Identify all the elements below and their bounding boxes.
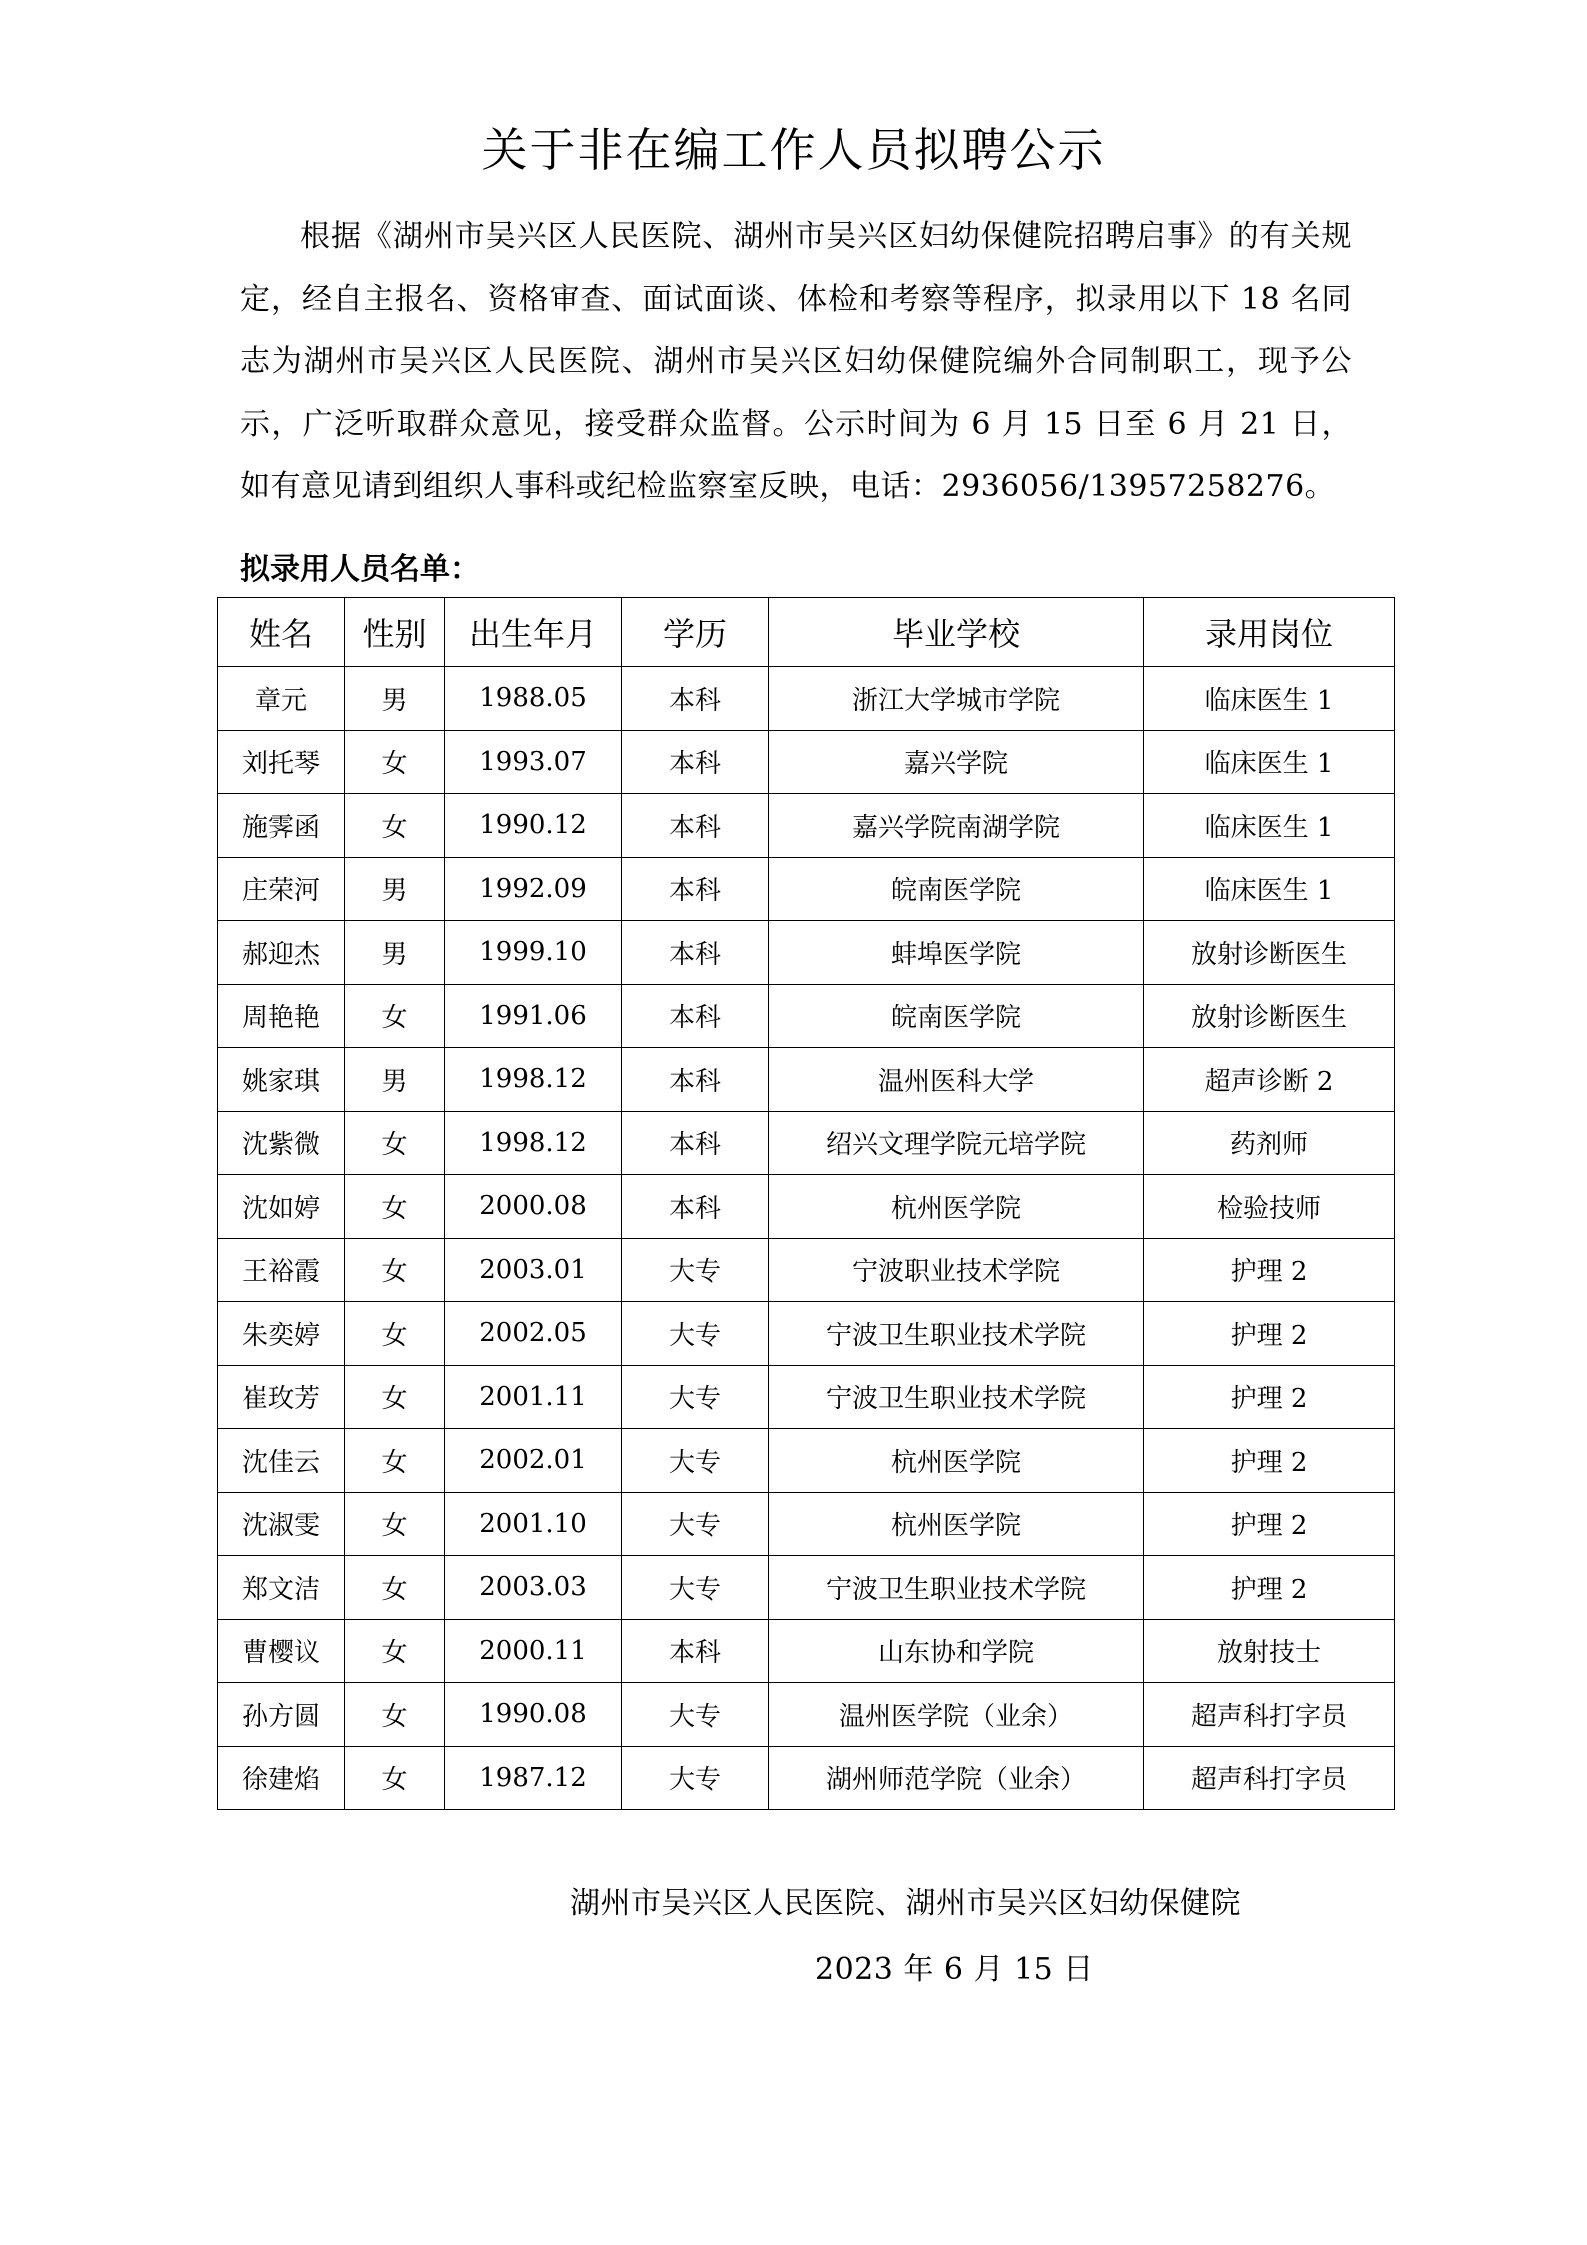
table-row xyxy=(218,857,1395,921)
table-body xyxy=(218,667,1395,1810)
cell-birth: 1999.10 xyxy=(445,921,622,985)
cell-school: 嘉兴学院南湖学院 xyxy=(769,794,1144,858)
cell-birth: 2000.08 xyxy=(445,1175,622,1239)
cell-school: 嘉兴学院 xyxy=(769,730,1144,794)
cell-gender: 女 xyxy=(345,1302,445,1366)
table-row xyxy=(218,984,1395,1048)
cell-name: 曹樱议 xyxy=(218,1619,345,1683)
cell-name: 王裕霞 xyxy=(218,1238,345,1302)
cell-birth: 1998.12 xyxy=(445,1048,622,1112)
cell-gender: 男 xyxy=(345,921,445,985)
table-row xyxy=(218,1492,1395,1556)
cell-gender: 女 xyxy=(345,1429,445,1493)
cell-education: 本科 xyxy=(622,1175,769,1239)
cell-position: 临床医生 1 xyxy=(1144,857,1395,921)
cell-name: 崔玫芳 xyxy=(218,1365,345,1429)
cell-school: 宁波职业技术学院 xyxy=(769,1238,1144,1302)
cell-birth: 1992.09 xyxy=(445,857,622,921)
cell-position: 放射诊断医生 xyxy=(1144,921,1395,985)
cell-position: 放射技士 xyxy=(1144,1619,1395,1683)
cell-position: 护理 2 xyxy=(1144,1365,1395,1429)
cell-position: 超声科打字员 xyxy=(1144,1683,1395,1747)
cell-education: 本科 xyxy=(622,1619,769,1683)
cell-name: 刘托琴 xyxy=(218,730,345,794)
cell-name: 沈淑雯 xyxy=(218,1492,345,1556)
cell-position: 放射诊断医生 xyxy=(1144,984,1395,1048)
cell-school: 宁波卫生职业技术学院 xyxy=(769,1556,1144,1620)
table-row xyxy=(218,794,1395,858)
list-heading: 拟录用人员名单： xyxy=(240,552,480,587)
page-title: 关于非在编工作人员拟聘公示 xyxy=(481,123,1106,177)
cell-name: 郑文洁 xyxy=(218,1556,345,1620)
cell-position: 护理 2 xyxy=(1144,1429,1395,1493)
cell-name: 郝迎杰 xyxy=(218,921,345,985)
cell-school: 湖州师范学院（业余） xyxy=(769,1746,1144,1810)
cell-birth: 2001.11 xyxy=(445,1365,622,1429)
cell-school: 浙江大学城市学院 xyxy=(769,667,1144,731)
cell-name: 庄荣河 xyxy=(218,857,345,921)
cell-birth: 2002.05 xyxy=(445,1302,622,1366)
cell-school: 绍兴文理学院元培学院 xyxy=(769,1111,1144,1175)
cell-gender: 女 xyxy=(345,1746,445,1810)
cell-education: 本科 xyxy=(622,667,769,731)
cell-education: 本科 xyxy=(622,921,769,985)
cell-name: 姚家琪 xyxy=(218,1048,345,1112)
table-row xyxy=(218,1683,1395,1747)
cell-birth: 1991.06 xyxy=(445,984,622,1048)
notice-paragraph: 根据《湖州市吴兴区人民医院、湖州市吴兴区妇幼保健院招聘启事》的有关规定，经自主报名、资格审查、面试面谈、体检和考察等程序，拟录用以下 18 名同志为湖州市吴兴区人民医院、湖州市吴兴区妇幼保健院编外合同制职工，现予公示，广泛听取群众意见，接受群众监督。公示时间为 6 月 15 日至 6 月 21 日，如有意见请到组织人事科或纪检监察室反映，电话：2936056/13957258276。 xyxy=(240,219,1352,504)
cell-gender: 女 xyxy=(345,1492,445,1556)
cell-position: 临床医生 1 xyxy=(1144,730,1395,794)
cell-gender: 男 xyxy=(345,1048,445,1112)
table-row xyxy=(218,1048,1395,1112)
column-header-education: 学历 xyxy=(622,598,769,667)
table-row xyxy=(218,667,1395,731)
cell-position: 超声诊断 2 xyxy=(1144,1048,1395,1112)
cell-education: 本科 xyxy=(622,730,769,794)
cell-school: 皖南医学院 xyxy=(769,984,1144,1048)
column-header-school: 毕业学校 xyxy=(769,598,1144,667)
cell-education: 大专 xyxy=(622,1683,769,1747)
cell-education: 大专 xyxy=(622,1302,769,1366)
cell-gender: 男 xyxy=(345,667,445,731)
cell-birth: 1990.12 xyxy=(445,794,622,858)
cell-education: 大专 xyxy=(622,1238,769,1302)
cell-school: 温州医学院（业余） xyxy=(769,1683,1144,1747)
column-header-birth: 出生年月 xyxy=(445,598,622,667)
table-row xyxy=(218,1238,1395,1302)
cell-school: 杭州医学院 xyxy=(769,1175,1144,1239)
cell-position: 护理 2 xyxy=(1144,1492,1395,1556)
cell-education: 大专 xyxy=(622,1492,769,1556)
cell-birth: 2003.03 xyxy=(445,1556,622,1620)
table-row xyxy=(218,1365,1395,1429)
cell-birth: 2002.01 xyxy=(445,1429,622,1493)
cell-school: 宁波卫生职业技术学院 xyxy=(769,1302,1144,1366)
cell-gender: 女 xyxy=(345,794,445,858)
table-row xyxy=(218,1619,1395,1683)
cell-gender: 女 xyxy=(345,1619,445,1683)
table-row xyxy=(218,730,1395,794)
cell-school: 皖南医学院 xyxy=(769,857,1144,921)
issue-date: 2023 年 6 月 15 日 xyxy=(815,1952,1094,1987)
cell-school: 蚌埠医学院 xyxy=(769,921,1144,985)
cell-school: 温州医科大学 xyxy=(769,1048,1144,1112)
cell-position: 护理 2 xyxy=(1144,1238,1395,1302)
cell-name: 沈紫微 xyxy=(218,1111,345,1175)
cell-position: 临床医生 1 xyxy=(1144,794,1395,858)
cell-birth: 1988.05 xyxy=(445,667,622,731)
cell-gender: 男 xyxy=(345,857,445,921)
cell-school: 山东协和学院 xyxy=(769,1619,1144,1683)
cell-name: 章元 xyxy=(218,667,345,731)
cell-position: 检验技师 xyxy=(1144,1175,1395,1239)
cell-birth: 1987.12 xyxy=(445,1746,622,1810)
cell-school: 杭州医学院 xyxy=(769,1492,1144,1556)
cell-school: 杭州医学院 xyxy=(769,1429,1144,1493)
cell-name: 施霁函 xyxy=(218,794,345,858)
cell-gender: 女 xyxy=(345,730,445,794)
cell-name: 沈佳云 xyxy=(218,1429,345,1493)
cell-education: 本科 xyxy=(622,857,769,921)
cell-birth: 1998.12 xyxy=(445,1111,622,1175)
cell-gender: 女 xyxy=(345,1683,445,1747)
issuing-organization: 湖州市吴兴区人民医院、湖州市吴兴区妇幼保健院 xyxy=(570,1886,1241,1921)
cell-birth: 1990.08 xyxy=(445,1683,622,1747)
cell-gender: 女 xyxy=(345,1238,445,1302)
cell-education: 本科 xyxy=(622,1111,769,1175)
table-row xyxy=(218,1302,1395,1366)
cell-education: 本科 xyxy=(622,794,769,858)
cell-school: 宁波卫生职业技术学院 xyxy=(769,1365,1144,1429)
table-row xyxy=(218,1556,1395,1620)
cell-gender: 女 xyxy=(345,1556,445,1620)
cell-education: 大专 xyxy=(622,1365,769,1429)
cell-gender: 女 xyxy=(345,984,445,1048)
cell-position: 护理 2 xyxy=(1144,1556,1395,1620)
table-row xyxy=(218,1175,1395,1239)
table-row xyxy=(218,1746,1395,1810)
cell-position: 护理 2 xyxy=(1144,1302,1395,1366)
cell-education: 大专 xyxy=(622,1556,769,1620)
cell-gender: 女 xyxy=(345,1111,445,1175)
column-header-position: 录用岗位 xyxy=(1144,598,1395,667)
cell-birth: 2003.01 xyxy=(445,1238,622,1302)
table-row xyxy=(218,1111,1395,1175)
cell-education: 本科 xyxy=(622,984,769,1048)
table-header-row xyxy=(218,598,1395,667)
column-header-name: 姓名 xyxy=(218,598,345,667)
cell-position: 药剂师 xyxy=(1144,1111,1395,1175)
column-header-gender: 性别 xyxy=(345,598,445,667)
cell-position: 超声科打字员 xyxy=(1144,1746,1395,1810)
cell-education: 本科 xyxy=(622,1048,769,1112)
candidate-table xyxy=(217,597,1395,1810)
cell-gender: 女 xyxy=(345,1175,445,1239)
cell-gender: 女 xyxy=(345,1365,445,1429)
cell-education: 大专 xyxy=(622,1746,769,1810)
cell-name: 徐建焰 xyxy=(218,1746,345,1810)
cell-name: 周艳艳 xyxy=(218,984,345,1048)
table-row xyxy=(218,1429,1395,1493)
cell-birth: 1993.07 xyxy=(445,730,622,794)
cell-name: 孙方圆 xyxy=(218,1683,345,1747)
cell-birth: 2001.10 xyxy=(445,1492,622,1556)
table-row xyxy=(218,921,1395,985)
cell-birth: 2000.11 xyxy=(445,1619,622,1683)
cell-name: 沈如婷 xyxy=(218,1175,345,1239)
cell-name: 朱奕婷 xyxy=(218,1302,345,1366)
cell-education: 大专 xyxy=(622,1429,769,1493)
cell-position: 临床医生 1 xyxy=(1144,667,1395,731)
